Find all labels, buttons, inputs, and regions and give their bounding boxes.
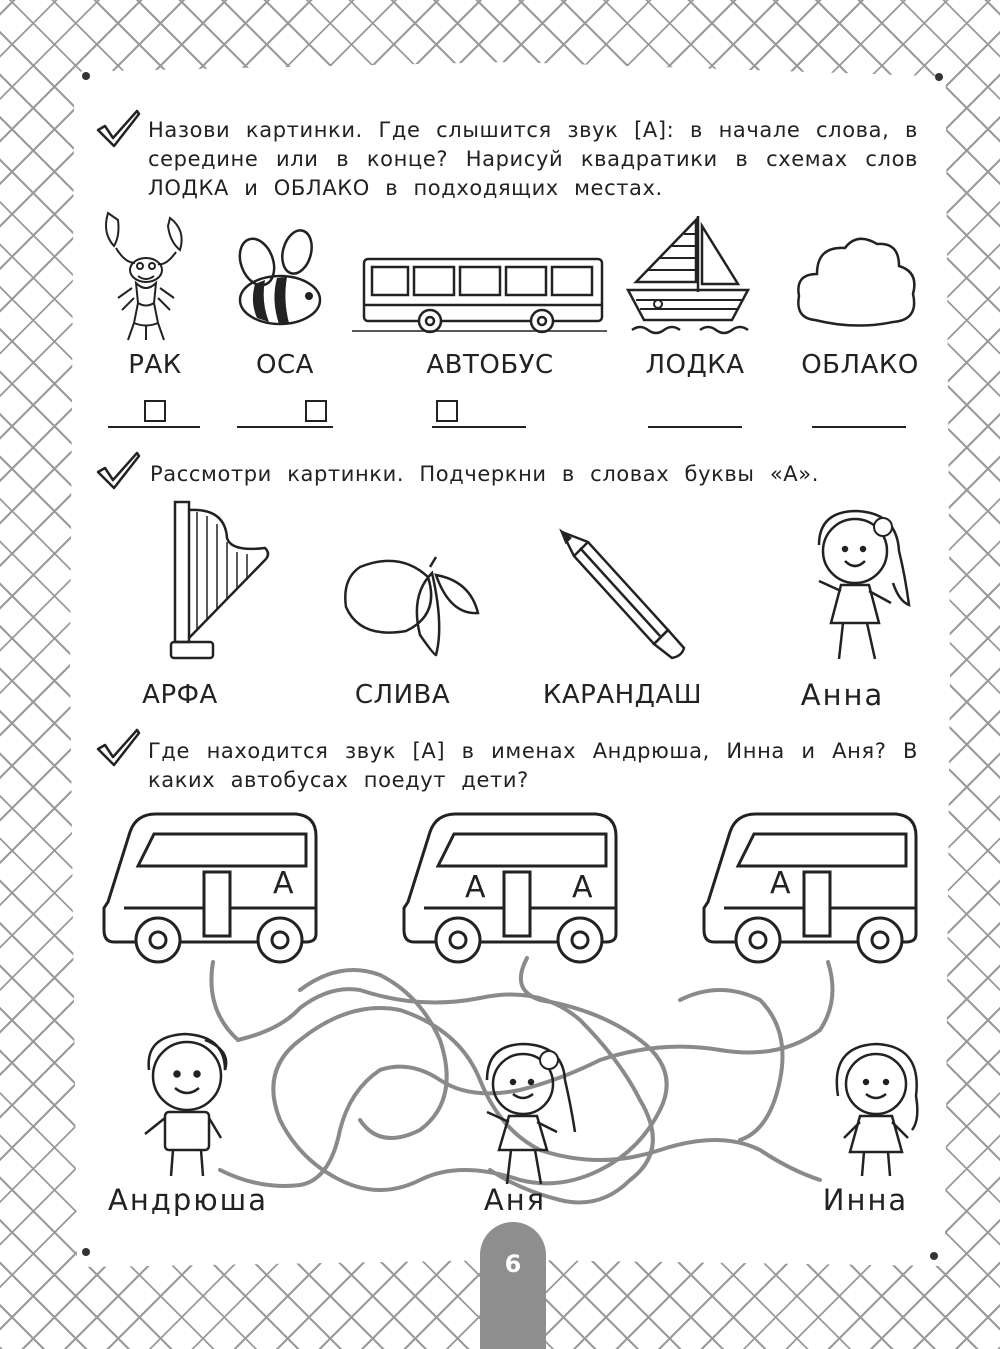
- task2-instruction: Рассмотри картинки. Подчеркни в словах буквы «А».: [150, 462, 819, 486]
- girl-anya-picture: [475, 1040, 580, 1190]
- task3-instruction: Где находится звук [А] в именах Андрюша, Инна и Аня? В каких автобусах поедут дети?: [148, 739, 918, 792]
- page-number-tab: [480, 1222, 546, 1349]
- word-label: Анна: [800, 678, 885, 712]
- word-label: АВТОБУС: [426, 350, 554, 380]
- girl-inna-picture: [830, 1040, 925, 1180]
- bus-letter: А: [572, 870, 593, 905]
- bus-letter: А: [465, 870, 486, 905]
- child-name: Инна: [822, 1183, 909, 1217]
- word-label: РАК: [128, 350, 182, 380]
- child-name: Андрюша: [108, 1183, 268, 1217]
- word-label: ЛОДКА: [645, 350, 745, 380]
- word-label: СЛИВА: [354, 680, 451, 710]
- bus-letter: А: [273, 866, 294, 901]
- bus-letter: А: [770, 866, 791, 901]
- child-name: Аня: [483, 1183, 547, 1217]
- task1-instruction: Назови картинки. Где слышится звук [А]: в начале слова, в середине или в конце? Нарисуй квадратики в схемах слов ЛОДКА и ОБЛАКО в подходящих местах.: [148, 118, 918, 200]
- boy-andryusha-picture: [135, 1030, 245, 1180]
- word-label: АРФА: [142, 680, 218, 710]
- word-label: КАРАНДАШ: [542, 680, 703, 710]
- page-number: 6: [504, 1250, 522, 1278]
- word-label: ОБЛАКО: [801, 350, 919, 380]
- word-label: ОСА: [256, 350, 314, 380]
